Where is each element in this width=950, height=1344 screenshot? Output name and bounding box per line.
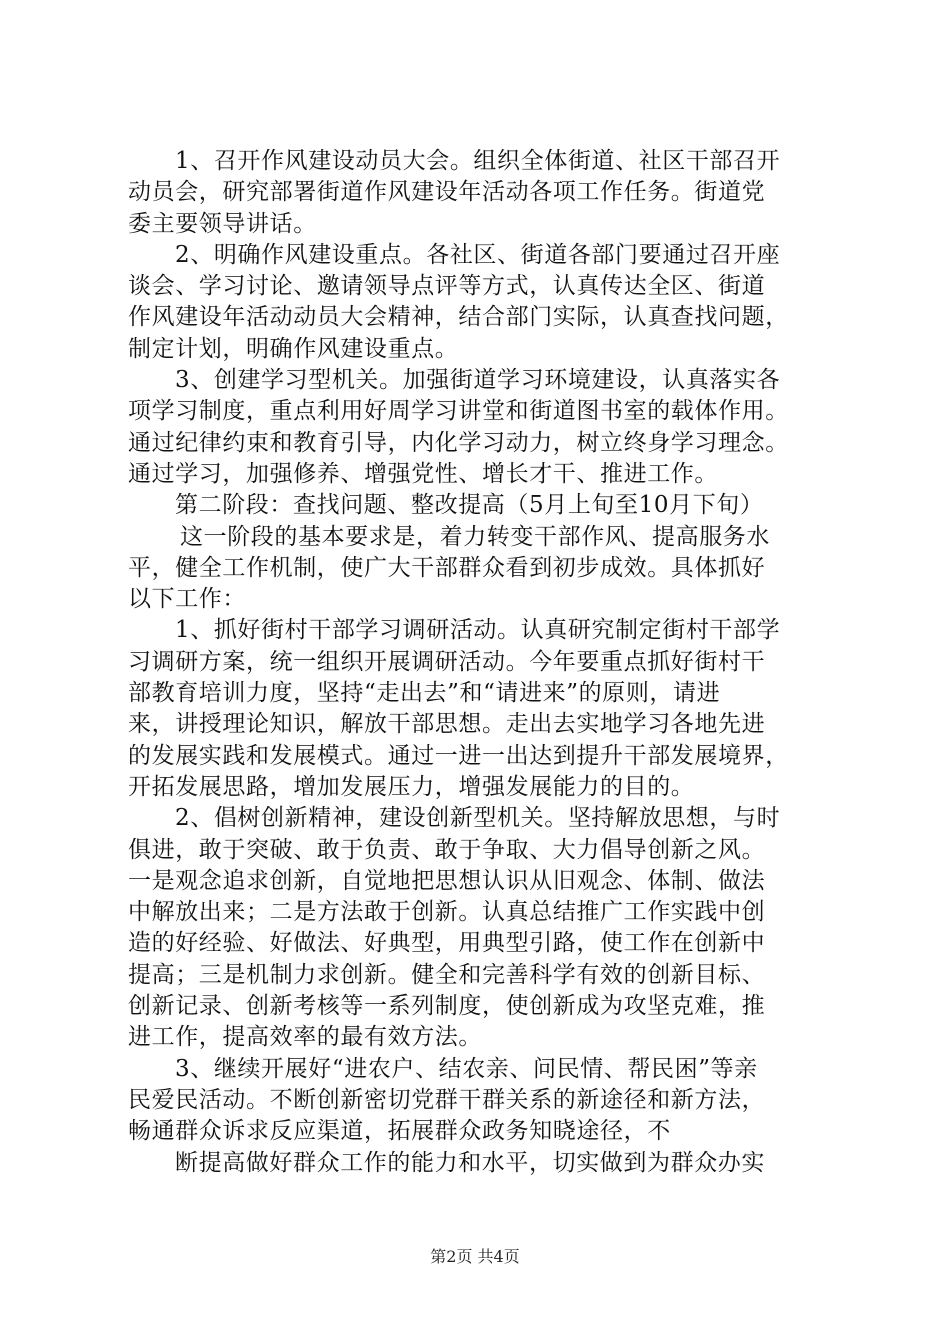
paragraph-line: 提高；三是机制力求创新。健全和完善科学有效的创新目标、	[128, 961, 766, 988]
paragraph-line: 习调研方案，统一组织开展调研活动。今年要重点抓好街村干	[128, 648, 766, 675]
paragraph-line: 民爱民活动。不断创新密切党群干群关系的新途径和新方法，	[128, 1086, 766, 1113]
paragraph-line: 动员会，研究部署街道作风建设年活动各项工作任务。街道党	[128, 179, 766, 206]
paragraph-line: 这一阶段的基本要求是，着力转变干部作风、提高服务水	[180, 523, 770, 550]
paragraph-line: 以下工作：	[128, 586, 246, 613]
paragraph-line: 的发展实践和发展模式。通过一进一出达到提升干部发展境界，	[128, 742, 789, 769]
paragraph-line: 谈会、学习讨论、邀请领导点评等方式，认真传达全区、街道	[128, 273, 766, 300]
page-number-footer: 第2页 共4页	[430, 1247, 520, 1266]
paragraph-line: 2、倡树创新精神，建设创新型机关。坚持解放思想，与时	[175, 805, 781, 832]
paragraph-line: 1、召开作风建设动员大会。组织全体街道、社区干部召开	[175, 148, 781, 174]
paragraph-line: 部教育培训力度，坚持“走出去”和“请进来”的原则，请进	[128, 680, 721, 707]
paragraph-line: 开拓发展思路，增加发展压力，增强发展能力的目的。	[128, 773, 695, 800]
paragraph-line: 项学习制度，重点利用好周学习讲堂和街道图书室的载体作用。	[128, 398, 789, 425]
paragraph-line: 俱进，敢于突破、敢于负责、敢于争取、大力倡导创新之风。	[128, 836, 766, 863]
paragraph-line: 制定计划，明确作风建设重点。	[128, 335, 459, 362]
paragraph-line: 断提高做好群众工作的能力和水平，切实做到为群众办实	[175, 1149, 765, 1176]
paragraph-line: 3、继续开展好“进农户、结农亲、问民情、帮民困”等亲	[175, 1055, 758, 1082]
paragraph-line: 一是观念追求创新，自觉地把思想认识从旧观念、体制、做法	[128, 867, 766, 894]
paragraph-line: 进工作，提高效率的最有效方法。	[128, 1024, 482, 1051]
paragraph-line: 2、明确作风建设重点。各社区、街道各部门要通过召开座	[175, 241, 781, 268]
paragraph-line: 来，讲授理论知识，解放干部思想。走出去实地学习各地先进	[128, 711, 766, 738]
paragraph-line: 畅通群众诉求反应渠道，拓展群众政务知晓途径，不	[128, 1118, 671, 1145]
paragraph-line: 作风建设年活动动员大会精神，结合部门实际，认真查找问题，	[128, 304, 789, 331]
paragraph-line: 通过学习，加强修养、增强党性、增长才干、推进工作。	[128, 460, 718, 487]
paragraph-line: 1、抓好街村干部学习调研活动。认真研究制定街村干部学	[175, 617, 781, 644]
paragraph-line: 造的好经验、好做法、好典型，用典型引路，使工作在创新中	[128, 930, 766, 957]
paragraph-line: 中解放出来；二是方法敢于创新。认真总结推广工作实践中创	[128, 899, 766, 926]
paragraph-line: 3、创建学习型机关。加强街道学习环境建设，认真落实各	[175, 367, 781, 394]
phase-heading: 第二阶段：查找问题、整改提高（5月上旬至10月下旬）	[175, 492, 764, 519]
paragraph-line: 平，健全工作机制，使广大干部群众看到初步成效。具体抓好	[128, 554, 766, 581]
paragraph-line: 委主要领导讲话。	[128, 210, 317, 237]
document-body	[128, 146, 833, 1179]
paragraph-line: 创新记录、创新考核等一系列制度，使创新成为攻坚克难，推	[128, 993, 766, 1020]
paragraph-line: 通过纪律约束和教育引导，内化学习动力，树立终身学习理念。	[128, 429, 789, 456]
